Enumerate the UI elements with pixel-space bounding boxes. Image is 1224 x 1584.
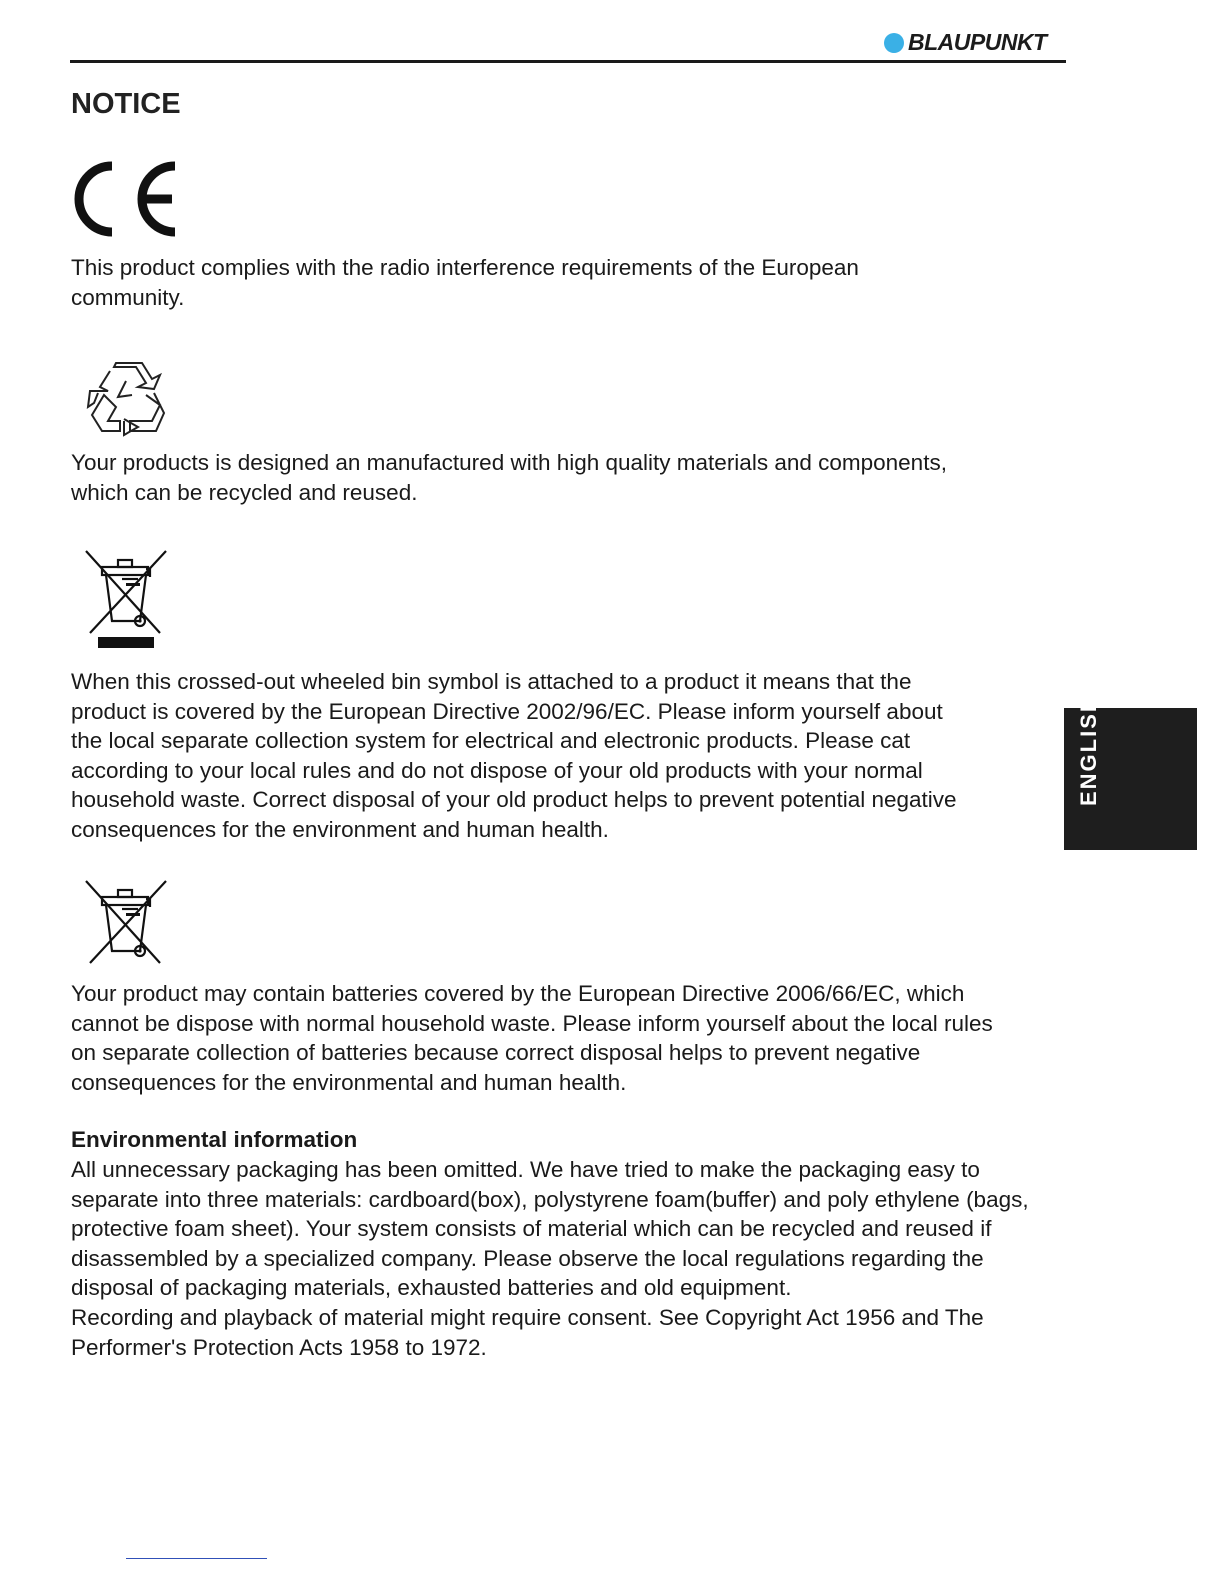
environmental-text: All unnecessary packaging has been omitted. We have tried to make the packaging easy to separate into three materials: cardboard(box), polystyrene foam(buffer) and poly ethylene (bags, protective foam sheet). Your system consists of material which can be recycled and reused if disassembled by a specialized company. Please observe the local regulations regarding the disposal of packaging materials, exhausted batteries and old equipment. Recording and playback of material might require consent. See Copyright Act 1956 and The Performer's Protection Acts 1958 to 1972. — [71, 1157, 1029, 1360]
weee-directive-text: When this crossed-out wheeled bin symbol is attached to a product it means that the product is covered by the European Directive 2002/96/EC. Please inform yourself about the local separate collection system for electrical and electronic products. Please cat according to your local rules and do not dispose of your old products with your normal household waste. Correct disposal of your old product helps to prevent potential negative consequences for the environment and human health. — [71, 669, 957, 842]
footer-line — [126, 1558, 267, 1559]
recycle-icon — [86, 361, 166, 437]
brand-name: BLAUPUNKT — [908, 29, 1047, 55]
language-tab-label — [1077, 764, 1101, 806]
brand-logo — [884, 29, 1047, 56]
battery-bin-icon — [84, 879, 170, 967]
header-divider — [70, 60, 1066, 63]
ce-compliance-text: This product complies with the radio interference requirements of the European community. — [71, 255, 859, 310]
battery-directive-text: Your product may contain batteries covered by the European Directive 2006/66/EC, which cannot be dispose with normal household waste. Please inform yourself about the local rules on separate collection of batteries because correct disposal helps to prevent negative consequences for the environmental and human health. — [71, 981, 993, 1095]
page-title: NOTICE — [71, 88, 181, 120]
ce-mark-icon — [74, 160, 180, 238]
environmental-heading: Environmental information — [71, 1127, 358, 1152]
crossed-bin-icon — [84, 549, 170, 651]
brand-dot-icon — [884, 33, 904, 53]
recycle-text: Your products is designed an manufactured with high quality materials and components, which can be recycled and reused. — [71, 450, 947, 505]
